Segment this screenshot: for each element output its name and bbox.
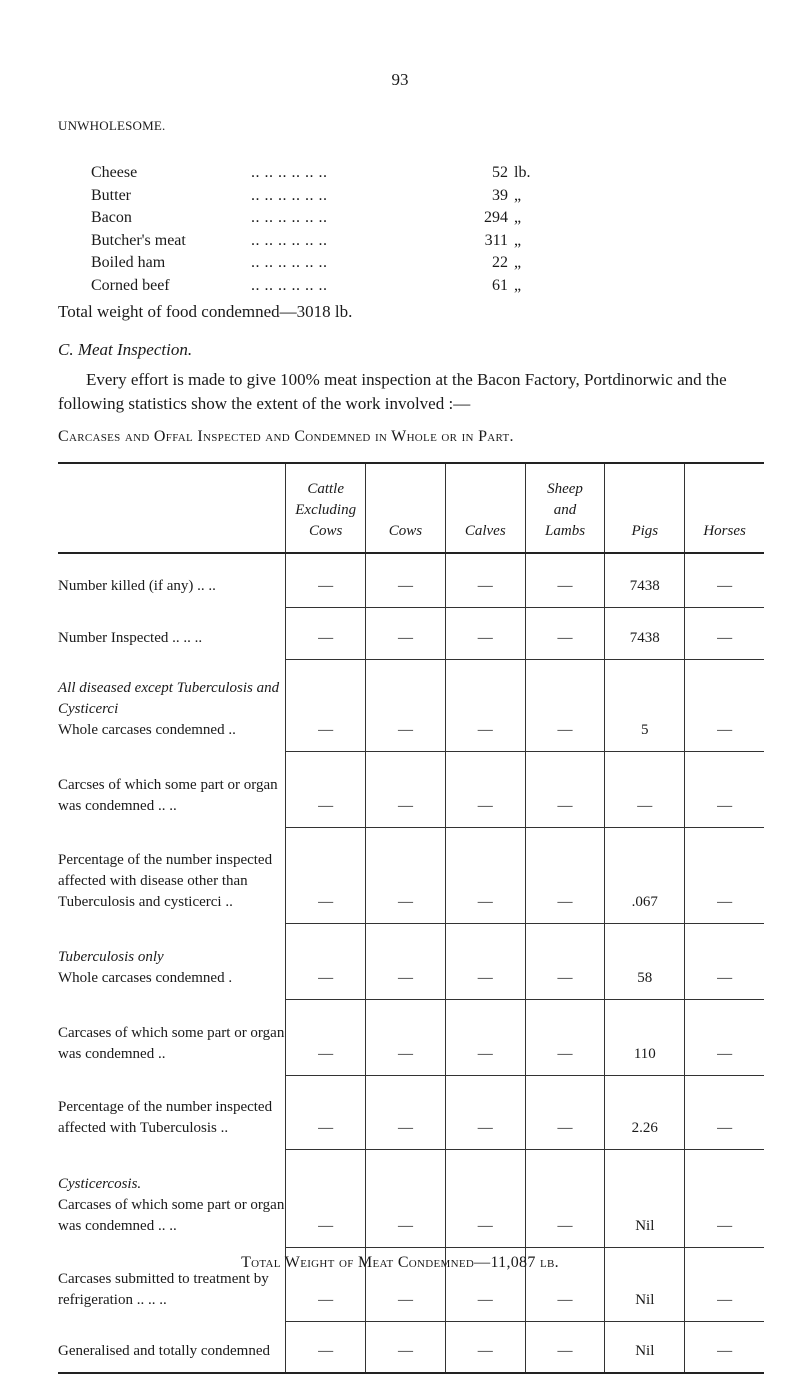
food-row <box>91 209 531 232</box>
column-header-line: Calves <box>464 523 506 539</box>
row-label-text: Carcases of which some part or organ was condemned .. .. <box>58 1197 285 1234</box>
leader-dots: .. .. .. .. .. .. <box>251 254 328 271</box>
food-weight: 311 <box>484 231 508 249</box>
food-row <box>91 187 531 210</box>
cell-horses: — <box>685 1075 764 1149</box>
food-row <box>91 232 531 255</box>
column-header-line: Sheep <box>547 481 583 497</box>
cell-calves: — <box>445 751 525 827</box>
row-label-text: Carcases submitted to treatment by refrigeration .. .. .. <box>58 1271 269 1308</box>
total-meat-condemned: Total Weight of Meat Condemned—11,087 lb. <box>241 1254 559 1271</box>
column-header-line: Excluding <box>295 502 357 518</box>
food-unit: „ <box>514 254 522 271</box>
cell-calves: — <box>445 1149 525 1247</box>
leader-dots: .. .. .. .. .. .. <box>251 231 328 249</box>
cell-horses: — <box>685 751 764 827</box>
cell-calves: — <box>445 1075 525 1149</box>
cell-pigs: 2.26 <box>605 1075 685 1149</box>
cell-horses: — <box>685 1247 764 1321</box>
column-header-cattle <box>286 463 366 553</box>
intro-paragraph: Every effort is made to give 100% meat inspection at the Bacon Factory, Portdinorwic and the following statistics show the extent of the work involved :— <box>58 370 727 413</box>
row-label <box>58 659 286 751</box>
food-weight: 22 <box>492 254 508 271</box>
column-header-line: Pigs <box>631 523 659 539</box>
total-food-condemned: Total weight of food condemned—3018 lb. <box>58 302 353 321</box>
cell-calves: — <box>445 1321 525 1373</box>
food-unit: „ <box>514 231 522 249</box>
cell-cattle: — <box>286 553 366 607</box>
column-header-line: Cows <box>308 523 343 539</box>
leader-dots: .. .. .. .. .. .. <box>251 186 328 204</box>
row-label-text: Number Inspected .. .. .. <box>58 630 203 646</box>
cell-pigs: 5 <box>605 659 685 751</box>
row-label-text: Percentage of the number inspected affected with disease other than Tuberculosis and cysticerci .. <box>58 852 273 910</box>
food-row <box>91 164 531 187</box>
cell-sheep: — <box>525 553 605 607</box>
table-row <box>58 923 764 999</box>
cell-cattle: — <box>286 827 366 923</box>
cell-sheep: — <box>525 999 605 1075</box>
cell-pigs: Nil <box>605 1149 685 1247</box>
table-row <box>58 827 764 923</box>
cell-sheep: — <box>525 1149 605 1247</box>
cell-horses: — <box>685 1321 764 1373</box>
cell-horses: — <box>685 923 764 999</box>
column-header-line: Cattle <box>307 481 344 497</box>
cell-cows: — <box>366 827 446 923</box>
row-group-heading: Cysticercosis. <box>58 1176 142 1192</box>
cell-cattle: — <box>286 1075 366 1149</box>
row-label <box>58 1149 286 1247</box>
cell-cattle: — <box>286 1321 366 1373</box>
cell-horses: — <box>685 1149 764 1247</box>
cell-sheep: — <box>525 1075 605 1149</box>
cell-cows: — <box>366 1149 446 1247</box>
table-row <box>58 751 764 827</box>
row-label-text: Carcses of which some part or organ was condemned .. .. <box>58 777 278 814</box>
row-label-text: Percentage of the number inspected affected with Tuberculosis .. <box>58 1099 273 1136</box>
food-unit: „ <box>514 209 522 226</box>
food-row <box>91 254 531 277</box>
column-header-line: Lambs <box>545 523 586 539</box>
column-header-cows <box>366 463 446 553</box>
row-label <box>58 553 286 607</box>
cell-sheep: — <box>525 607 605 659</box>
food-name: Butcher's meat <box>91 231 186 249</box>
food-unit: „ <box>514 186 522 204</box>
cell-cows: — <box>366 607 446 659</box>
cell-horses: — <box>685 659 764 751</box>
cell-cattle: — <box>286 751 366 827</box>
row-label-text: Whole carcases condemned . <box>58 970 233 986</box>
table-row <box>58 607 764 659</box>
cell-horses: — <box>685 827 764 923</box>
food-unit: lb. <box>514 164 531 181</box>
cell-pigs: Nil <box>605 1247 685 1321</box>
column-header-line: and <box>553 502 577 518</box>
leader-dots: .. .. .. .. .. .. <box>251 209 328 226</box>
column-header-pigs <box>605 463 685 553</box>
column-header-line: Horses <box>703 523 746 539</box>
meat-inspection-heading: C. Meat Inspection. <box>58 340 193 359</box>
food-name: Bacon <box>91 209 132 226</box>
cell-calves: — <box>445 607 525 659</box>
food-name: Butter <box>91 186 131 204</box>
cell-cows: — <box>366 751 446 827</box>
cell-horses: — <box>685 999 764 1075</box>
cell-cattle: — <box>286 1247 366 1321</box>
cell-cows: — <box>366 1075 446 1149</box>
cell-pigs: 110 <box>605 999 685 1075</box>
column-header-horses <box>685 463 764 553</box>
column-header-sheep <box>525 463 605 553</box>
cell-calves: — <box>445 999 525 1075</box>
food-name: Corned beef <box>91 276 170 294</box>
cell-sheep: — <box>525 659 605 751</box>
food-weight: 294 <box>484 209 508 226</box>
food-name: Boiled ham <box>91 254 166 271</box>
row-label-text: Carcases of which some part or organ was condemned .. <box>58 1025 285 1062</box>
table-header-row <box>58 463 764 553</box>
cell-pigs: 58 <box>605 923 685 999</box>
cell-cattle: — <box>286 659 366 751</box>
food-name: Cheese <box>91 164 138 181</box>
cell-pigs: — <box>605 751 685 827</box>
column-header-line: Cows <box>388 523 423 539</box>
cell-cattle: — <box>286 923 366 999</box>
leader-dots: .. .. .. .. .. .. <box>251 164 328 181</box>
table-caption: Carcases and Offal Inspected and Condemned in Whole or in Part. <box>58 428 514 445</box>
cell-cattle: — <box>286 607 366 659</box>
table-row <box>58 999 764 1075</box>
cell-calves: — <box>445 659 525 751</box>
cell-horses: — <box>685 607 764 659</box>
cell-calves: — <box>445 827 525 923</box>
food-weight: 52 <box>492 164 508 181</box>
stub-header <box>58 463 286 553</box>
cell-cattle: — <box>286 999 366 1075</box>
row-label <box>58 999 286 1075</box>
cell-pigs: 7438 <box>605 607 685 659</box>
cell-sheep: — <box>525 1321 605 1373</box>
row-label <box>58 607 286 659</box>
cell-calves: — <box>445 1247 525 1321</box>
table-row <box>58 659 764 751</box>
food-weight: 61 <box>492 276 508 294</box>
cell-cattle: — <box>286 1149 366 1247</box>
cell-sheep: — <box>525 1247 605 1321</box>
row-group-heading: Tuberculosis only <box>58 949 164 965</box>
table-row <box>58 1075 764 1149</box>
cell-cows: — <box>366 923 446 999</box>
table-row <box>58 1321 764 1373</box>
row-group-heading: All diseased except Tuberculosis and Cysticerci <box>58 680 280 717</box>
food-weight: 39 <box>492 186 508 204</box>
cell-sheep: — <box>525 827 605 923</box>
page-number: 93 <box>391 70 409 89</box>
carcase-statistics-table <box>58 462 764 1374</box>
column-header-calves <box>445 463 525 553</box>
cell-cows: — <box>366 1321 446 1373</box>
row-label <box>58 1075 286 1149</box>
table-row <box>58 553 764 607</box>
cell-horses: — <box>685 553 764 607</box>
cell-pigs: Nil <box>605 1321 685 1373</box>
cell-calves: — <box>445 923 525 999</box>
food-unit: „ <box>514 276 522 294</box>
cell-sheep: — <box>525 751 605 827</box>
cell-sheep: — <box>525 923 605 999</box>
food-row <box>91 277 531 300</box>
cell-pigs: .067 <box>605 827 685 923</box>
cell-cows: — <box>366 1247 446 1321</box>
cell-cows: — <box>366 659 446 751</box>
row-label <box>58 1321 286 1373</box>
row-label <box>58 827 286 923</box>
row-label-text: Generalised and totally condemned <box>58 1343 271 1359</box>
cell-cows: — <box>366 999 446 1075</box>
row-label-text: Whole carcases condemned .. <box>58 722 236 738</box>
unwholesome-food-list <box>91 164 531 299</box>
leader-dots: .. .. .. .. .. .. <box>251 276 328 294</box>
cell-pigs: 7438 <box>605 553 685 607</box>
cell-calves: — <box>445 553 525 607</box>
row-label <box>58 923 286 999</box>
row-label-text: Number killed (if any) .. .. <box>58 578 216 594</box>
cell-cows: — <box>366 553 446 607</box>
table-row <box>58 1149 764 1247</box>
unwholesome-heading: UNWHOLESOME. <box>58 118 166 133</box>
row-label <box>58 751 286 827</box>
